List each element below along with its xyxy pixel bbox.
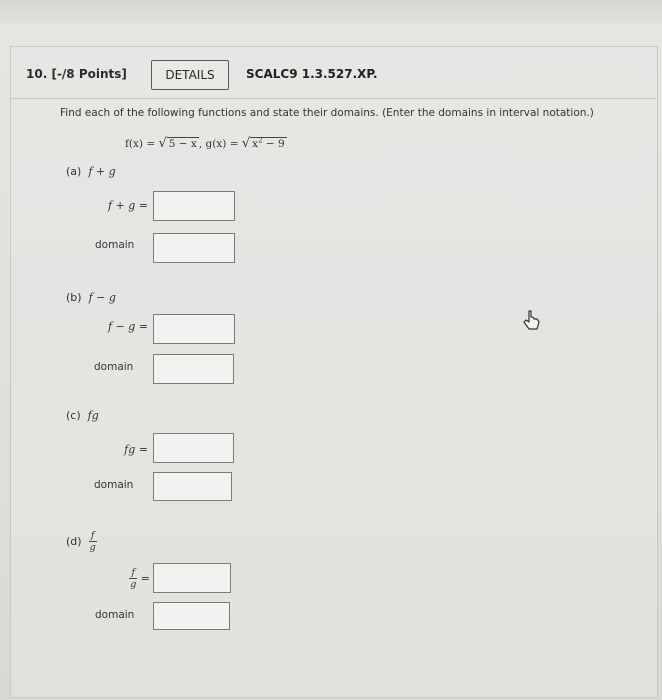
part-c-domain-label: domain — [94, 479, 134, 491]
part-d-expression: $\frac{f}{g}$ = — [130, 567, 150, 590]
part-c-expression: fg = — [124, 443, 148, 456]
part-c-domain-input[interactable] — [153, 472, 232, 501]
part-d-label: (d) $\frac{f}{g}$ — [66, 530, 96, 553]
part-a-expression: f + g = — [107, 199, 148, 212]
part-b-domain-label: domain — [94, 361, 134, 373]
function-definitions: f(x) = √ 5 − x , g(x) = √ $x^2 - 9$ — [125, 136, 285, 151]
part-b-answer-input[interactable] — [153, 314, 235, 344]
details-button[interactable]: DETAILS — [151, 60, 229, 90]
part-d-fraction: $\frac{f}{g}$ — [89, 530, 96, 553]
part-a-label: (a) f + g — [66, 165, 116, 178]
part-a-domain-input[interactable] — [153, 233, 235, 263]
question-header — [10, 52, 656, 99]
mouse-pointer-icon — [522, 310, 542, 336]
browser-top-strip — [0, 0, 662, 24]
part-a-answer-input[interactable] — [153, 191, 235, 221]
question-number: 10. [-/8 Points] — [26, 67, 127, 81]
part-c-label: (c) fg — [66, 409, 99, 422]
part-c-answer-input[interactable] — [153, 433, 234, 463]
part-b-expression: f − g = — [107, 320, 148, 333]
part-b-label: (b) f − g — [66, 291, 116, 304]
part-d-domain-input[interactable] — [153, 602, 230, 630]
instructions: Find each of the following functions and state their domains. (Enter the domains in interval notation.) — [60, 107, 594, 119]
part-d-domain-label: domain — [95, 609, 135, 621]
part-b-domain-input[interactable] — [153, 354, 234, 384]
part-a-domain-label: domain — [95, 239, 135, 251]
part-d-answer-input[interactable] — [153, 563, 231, 593]
question-source: SCALC9 1.3.527.XP. — [246, 67, 378, 81]
